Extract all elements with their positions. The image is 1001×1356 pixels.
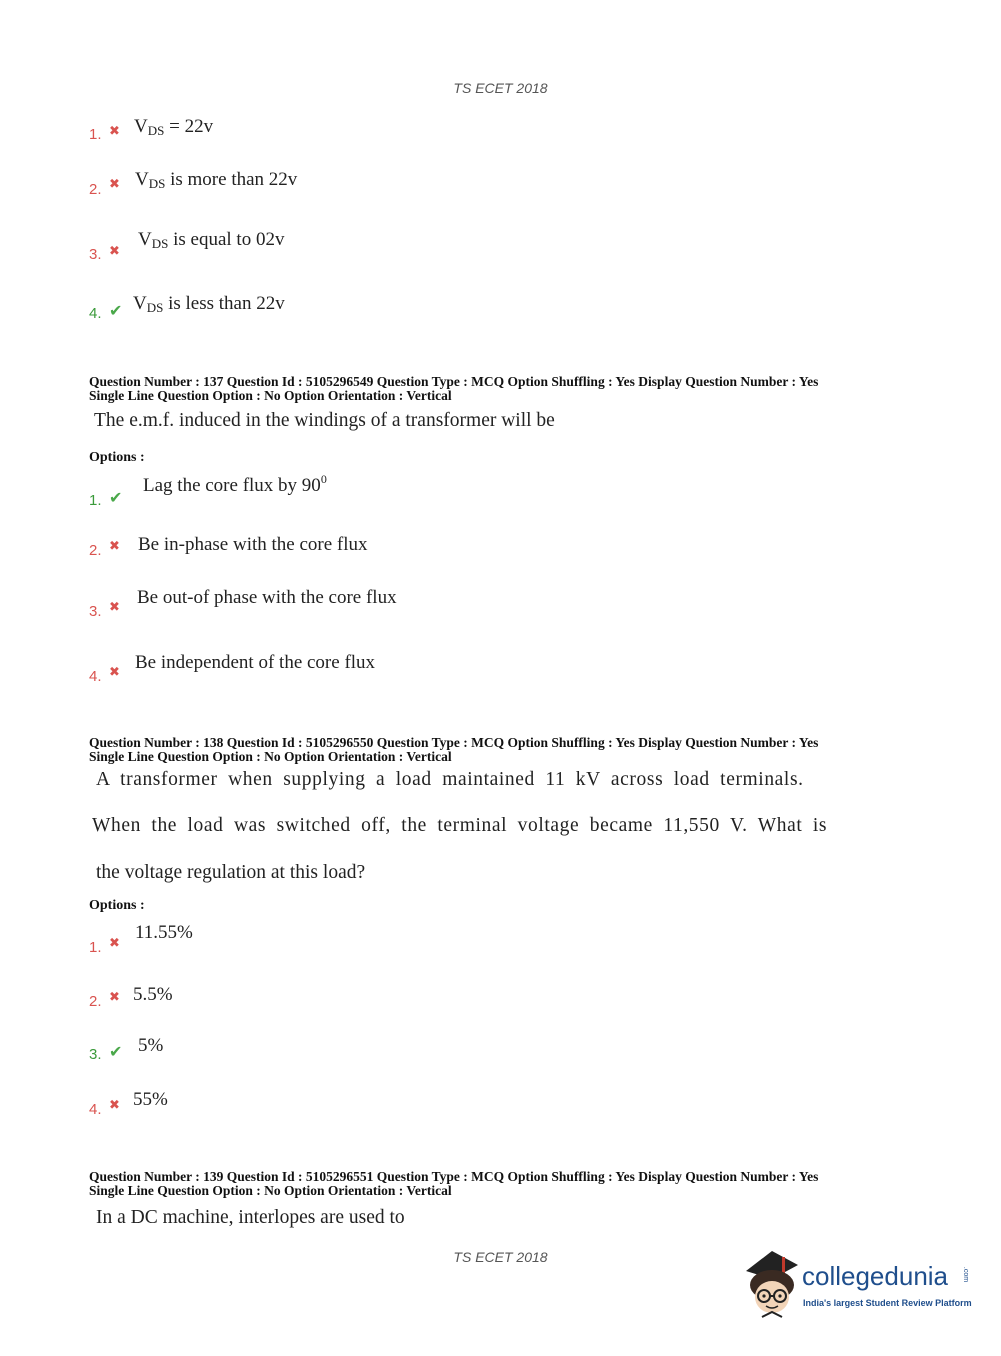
option-text: Be in-phase with the core flux	[138, 534, 368, 555]
option-text: $V_{DS}$ is more than 22v	[135, 169, 298, 191]
question-text-line-1: A transformer when supplying a load maintained 11 kV across load terminals.	[96, 769, 804, 790]
logo-suffix: .com	[962, 1266, 970, 1283]
cross-icon: ✖	[109, 177, 120, 192]
option-text: 5.5%	[133, 984, 173, 1005]
option-number: 1.	[89, 939, 102, 956]
option-number: 4.	[89, 1101, 102, 1118]
option-text: 55%	[133, 1089, 168, 1110]
cross-icon: ✖	[109, 665, 120, 680]
cross-icon: ✖	[109, 990, 120, 1005]
option-text: Lag the core flux by $90^0$	[143, 472, 327, 496]
option-number: 4.	[89, 668, 102, 685]
question-meta-2: Single Line Question Option : No Option Orientation : Vertical	[89, 388, 452, 403]
question-meta-2: Single Line Question Option : No Option Orientation : Vertical	[89, 1183, 452, 1198]
logo-wordmark: collegedunia	[802, 1261, 949, 1291]
option-text: $V_{DS}$ is less than 22v	[133, 293, 285, 315]
question-meta: Question Number : 137 Question Id : 5105296549 Question Type : MCQ Option Shuffling : Yes Display Question Number : Yes	[89, 374, 819, 389]
option-number: 2.	[89, 542, 102, 559]
option-number: 1.	[89, 492, 102, 509]
option-number: 2.	[89, 181, 102, 198]
option-number: 2.	[89, 993, 102, 1010]
cross-icon: ✖	[109, 936, 120, 951]
check-icon: ✔	[109, 488, 123, 507]
logo-tagline: India's largest Student Review Platform	[803, 1298, 972, 1308]
question-meta-2: Single Line Question Option : No Option Orientation : Vertical	[89, 749, 452, 764]
cross-icon: ✖	[109, 124, 120, 139]
option-text: Be out-of phase with the core flux	[137, 587, 397, 608]
question-text: In a DC machine, interlopes are used to	[96, 1207, 405, 1228]
option-text: Be independent of the core flux	[135, 652, 376, 673]
question-meta: Question Number : 138 Question Id : 5105296550 Question Type : MCQ Option Shuffling : Yes Display Question Number : Yes	[89, 735, 819, 750]
mascot-icon	[742, 1249, 802, 1319]
cross-icon: ✖	[109, 244, 120, 259]
option-text: 11.55%	[135, 922, 193, 943]
cross-icon: ✖	[109, 539, 120, 554]
cross-icon: ✖	[109, 1098, 120, 1113]
option-text: $V_{DS}$ is equal to 02v	[138, 229, 285, 251]
collegedunia-logo	[742, 1249, 972, 1319]
option-text: 5%	[138, 1035, 164, 1056]
option-number: 3.	[89, 1046, 102, 1063]
page-footer: TS ECET 2018	[453, 1249, 548, 1265]
options-label: Options :	[89, 898, 145, 913]
question-text-line-3: the voltage regulation at this load?	[96, 862, 366, 883]
option-text: $V_{DS} = 22v$	[134, 116, 214, 138]
question-text-line-2: When the load was switched off, the terminal voltage became 11,550 V. What is	[92, 815, 828, 836]
page-header: TS ECET 2018	[453, 80, 548, 96]
option-number: 3.	[89, 603, 102, 620]
cross-icon: ✖	[109, 600, 120, 615]
check-icon: ✔	[109, 301, 123, 320]
option-number: 4.	[89, 305, 102, 322]
question-text: The e.m.f. induced in the windings of a transformer will be	[94, 410, 555, 431]
options-label: Options :	[89, 450, 145, 465]
option-number: 1.	[89, 126, 102, 143]
check-icon: ✔	[109, 1042, 123, 1061]
option-number: 3.	[89, 246, 102, 263]
question-meta: Question Number : 139 Question Id : 5105296551 Question Type : MCQ Option Shuffling : Yes Display Question Number : Yes	[89, 1169, 819, 1184]
